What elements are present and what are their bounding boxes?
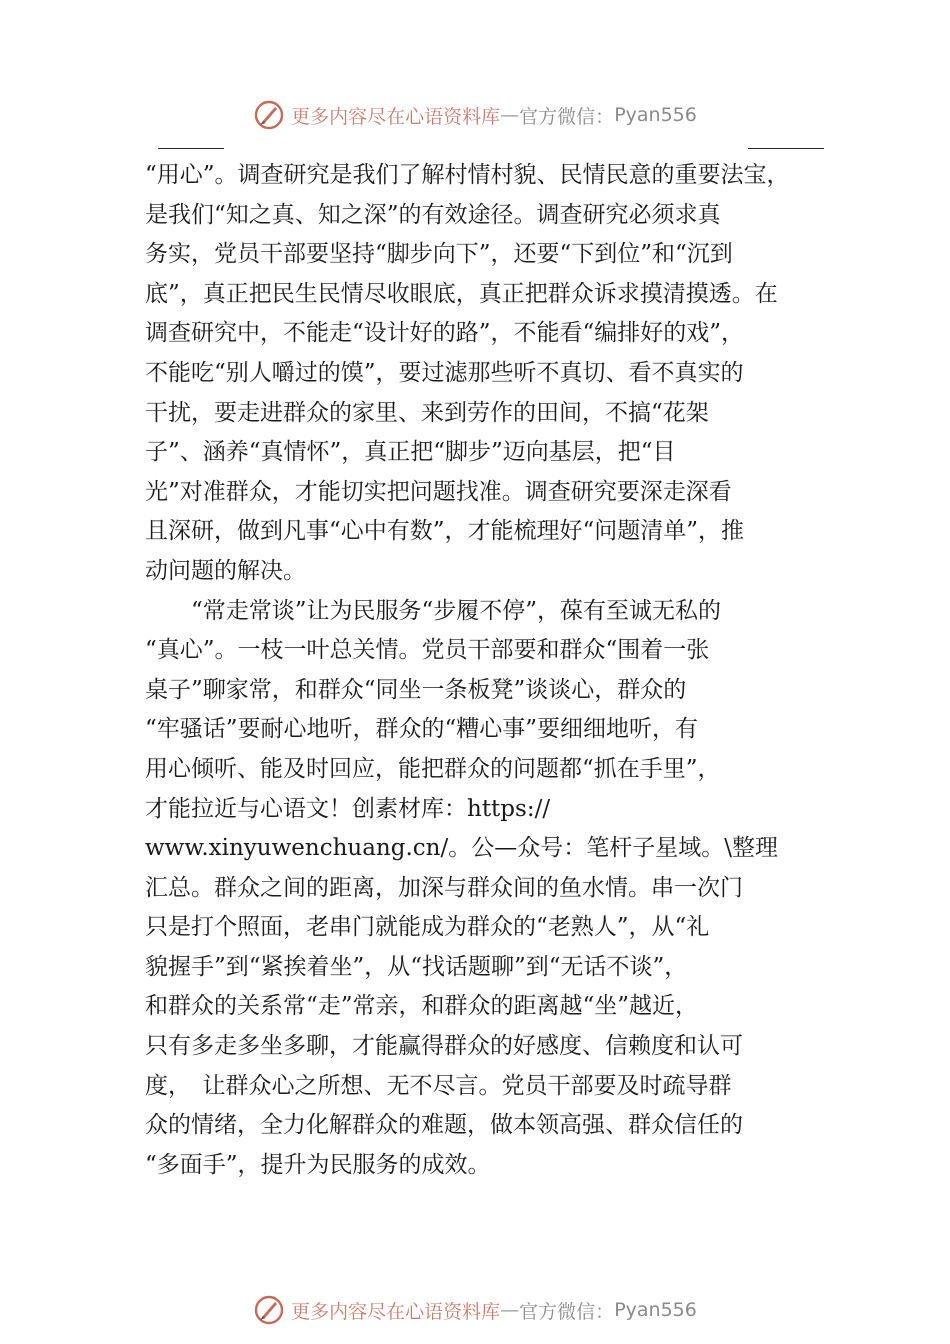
text-line: 是我们“知之真、知之深”的有效途径。调查研究必须求真 [145, 201, 721, 228]
text-line: “牢骚话”要耐心地听，群众的“糟心事”要细细地听，有 [145, 716, 699, 743]
banner-separator: — [500, 1299, 520, 1321]
text-line: “真心”。一枝一叶总关情。党员干部要和群众“围着一张 [145, 637, 710, 664]
text-line: 貌握手”到“紧挨着坐”，从“找话题聊”到“无话不谈”， [145, 953, 688, 980]
text-line: “多面手”，提升为民服务的成效。 [145, 1151, 491, 1178]
banner-wechat-id: Pyan556 [614, 104, 697, 126]
text-line: 汇总。群众之间的距离，加深与群众间的鱼水情。串一次门 [145, 874, 743, 901]
text-line: www.xinyuwenchuang.cn/。公—众号：笔杆子星域。\整理 [145, 835, 778, 862]
text-line: 干扰，要走进群众的家里、来到劳作的田间，不搞“花架 [145, 399, 709, 426]
text-line: 用心倾听、能及时回应，能把群众的问题都“抓在手里”， [145, 755, 721, 782]
text-line: 众的情绪，全力化解群众的难题，做本领高强、群众信任的 [145, 1112, 743, 1139]
text-line: 务实，党员干部要坚持“脚步向下”，还要“下到位”和“沉到 [145, 241, 733, 268]
banner-main-text: 更多内容尽在心语资料库 [291, 105, 501, 128]
text-line: 只是打个照面，老串门就能成为群众的“老熟人”，从“礼 [145, 914, 710, 941]
text-line: 底”，真正把民生民情尽收眼底，真正把群众诉求摸清摸透。在 [145, 280, 778, 307]
header-rule-right [748, 148, 824, 149]
text-line: 调查研究中，不能走“设计好的路”，不能看“编排好的戏”， [145, 320, 745, 347]
banner-wechat-label: 官方微信： [519, 1300, 615, 1323]
quill-logo-icon [253, 1294, 285, 1326]
text-line: 桌子”聊家常，和群众“同坐一条板凳”谈谈心，群众的 [145, 676, 687, 703]
header-watermark-banner [0, 95, 950, 135]
text-line: 光”对准群众，才能切实把问题找准。调查研究要深走深看 [145, 478, 732, 505]
text-line: “用心”。调查研究是我们了解村情村貌、民情民意的重要法宝， [145, 162, 790, 188]
banner-main-text: 更多内容尽在心语资料库 [291, 1300, 501, 1323]
text-line: 不能吃“别人嚼过的馍”，要过滤那些听不真切、看不真实的 [145, 359, 744, 386]
text-line: “常走常谈”让为民服务“步履不停”，葆有至诚无私的 [145, 597, 722, 624]
text-line: 动问题的解决。 [145, 557, 306, 584]
banner-wechat-id: Pyan556 [614, 1299, 697, 1321]
banner-separator: — [500, 104, 520, 126]
footer-watermark-banner [0, 1290, 950, 1330]
text-line: 只有多走多坐多聊，才能赢得群众的好感度、信赖度和认可 [145, 1033, 743, 1060]
quill-logo-icon [253, 99, 285, 131]
text-line: 且深研，做到凡事“心中有数”，才能梳理好“问题清单”，推 [145, 518, 745, 545]
banner-wechat-label: 官方微信： [519, 105, 615, 128]
header-rule-left [158, 148, 224, 149]
text-line: 子”、涵养“真情怀”，真正把“脚步”迈向基层，把“目 [145, 439, 676, 466]
text-line: 和群众的关系常“走”常亲，和群众的距离越“坐”越近， [145, 993, 699, 1020]
document-body [145, 156, 835, 1185]
text-line: 才能拉近与心语文！创素材库：https:// [145, 795, 551, 822]
text-line: 度， 让群众心之所想、无不尽言。党员干部要及时疏导群 [145, 1072, 732, 1099]
